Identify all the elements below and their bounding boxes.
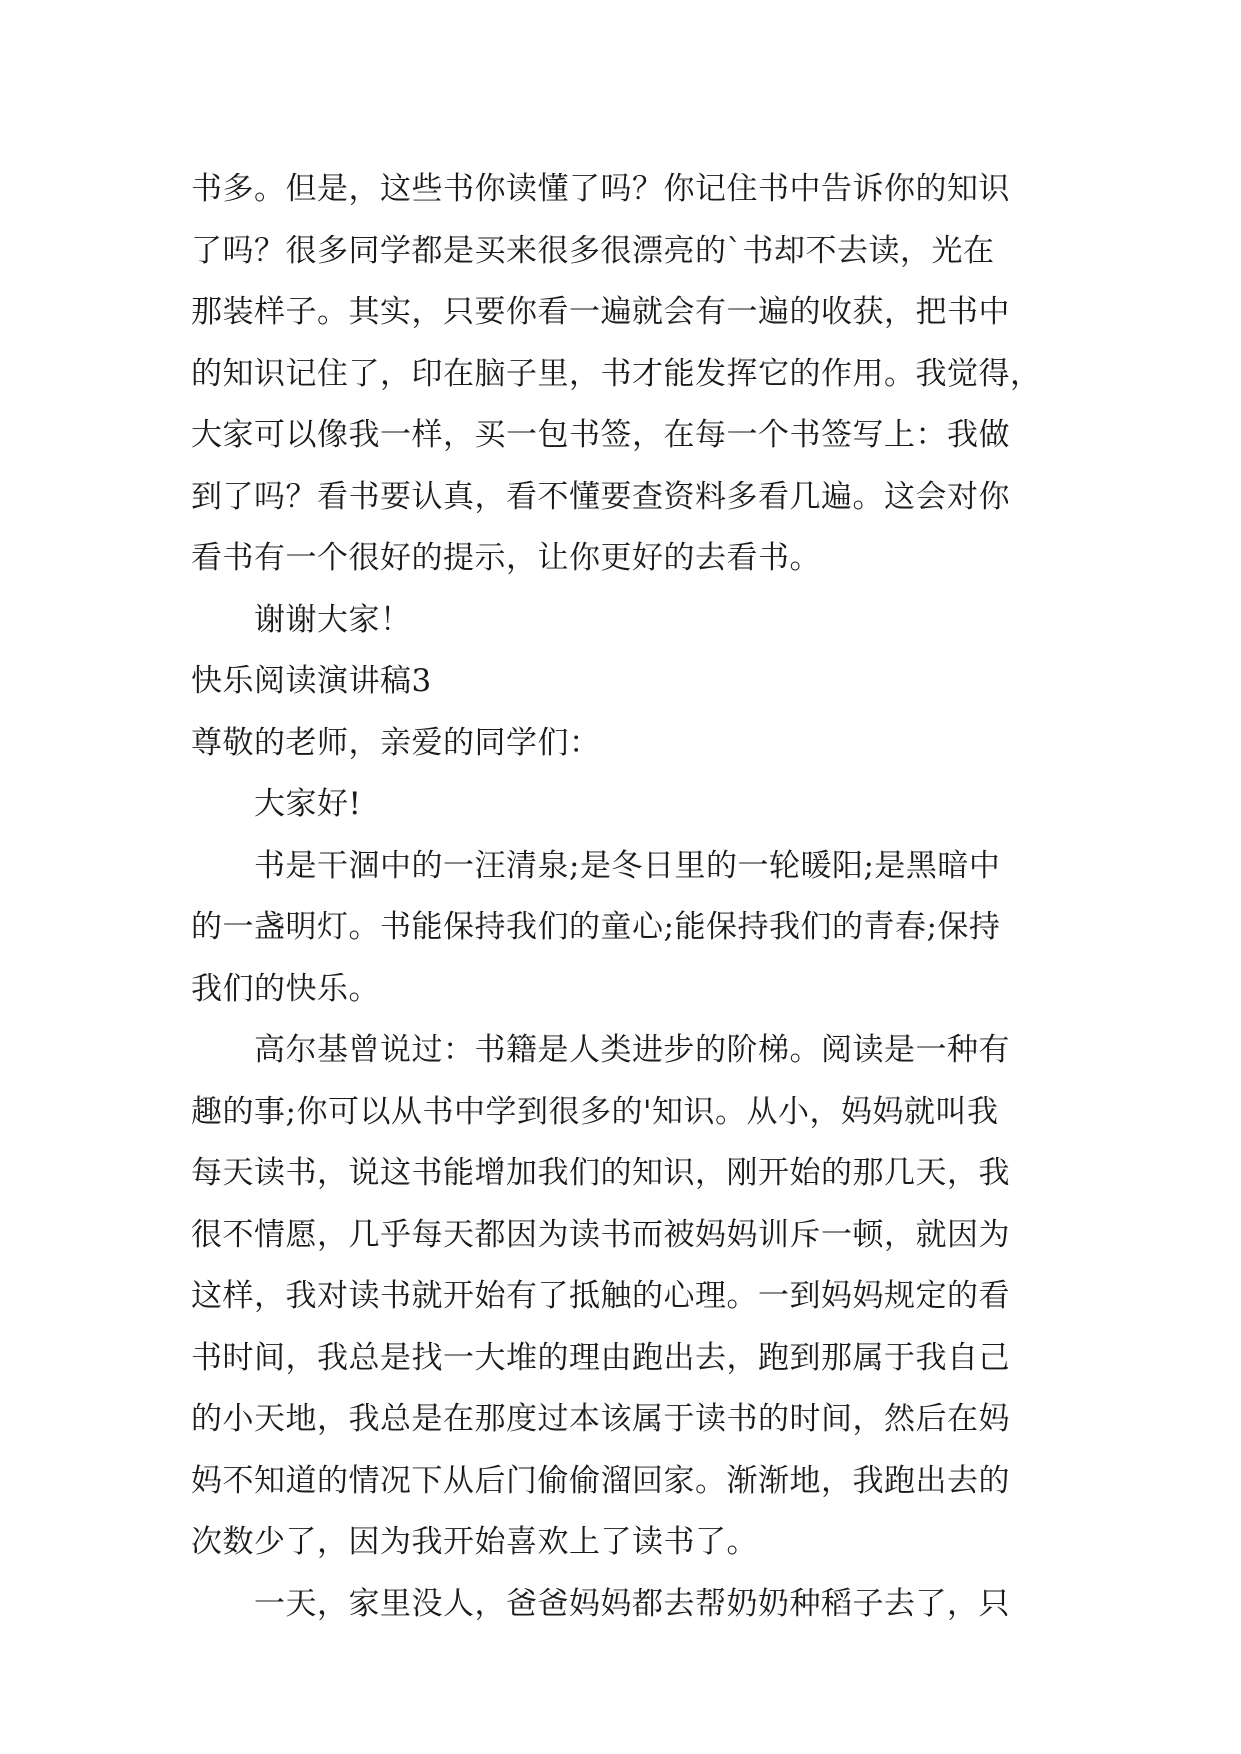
text-line: 大家好! [254, 786, 362, 822]
text-line: 一天，家里没人，爸爸妈妈都去帮奶奶种稻子去了，只 [254, 1585, 1010, 1622]
text-line: 趣的事;你可以从书中学到很多的'知识。从小，妈妈就叫我 [191, 1093, 999, 1130]
text-line: 的知识记住了，印在脑子里，书才能发挥它的作用。我觉得， [191, 355, 1042, 392]
text-line: 这样，我对读书就开始有了抵触的心理。一到妈妈规定的看 [191, 1278, 1010, 1314]
text-line: 了吗？很多同学都是买来很多很漂亮的`书却不去读，光在 [191, 232, 995, 269]
document-body [191, 159, 1051, 1635]
text-line: 次数少了，因为我开始喜欢上了读书了。 [191, 1524, 758, 1560]
text-line: 尊敬的老师，亲爱的同学们： [191, 724, 601, 761]
text-line: 到了吗？看书要认真，看不懂要查资料多看几遍。这会对你 [191, 478, 1010, 515]
text-line: 谢谢大家！ [254, 601, 412, 638]
text-line: 快乐阅读演讲稿3 [191, 663, 432, 699]
text-line: 大家可以像我一样，买一包书签，在每一个书签写上：我做 [191, 417, 1010, 453]
text-line: 书多。但是，这些书你读懂了吗？你记住书中告诉你的知识 [191, 171, 1010, 207]
text-line: 的一盏明灯。书能保持我们的童心;能保持我们的青春;保持 [191, 909, 1001, 945]
text-line: 每天读书，说这书能增加我们的知识，刚开始的那几天，我 [191, 1155, 1010, 1191]
text-line: 那装样子。其实，只要你看一遍就会有一遍的收获，把书中 [191, 294, 1010, 330]
text-line: 高尔基曾说过：书籍是人类进步的阶梯。阅读是一种有 [254, 1032, 1010, 1068]
text-line: 妈不知道的情况下从后门偷偷溜回家。渐渐地，我跑出去的 [191, 1462, 1010, 1499]
text-line: 书时间，我总是找一大堆的理由跑出去，跑到那属于我自己 [191, 1339, 1010, 1376]
text-line: 的小天地，我总是在那度过本该属于读书的时间，然后在妈 [191, 1401, 1010, 1437]
text-line: 书是干涸中的一汪清泉;是冬日里的一轮暖阳;是黑暗中 [254, 847, 1001, 884]
text-line: 很不情愿，几乎每天都因为读书而被妈妈训斥一顿，就因为 [191, 1216, 1010, 1253]
text-line: 我们的快乐。 [191, 970, 380, 1007]
text-line: 看书有一个很好的提示，让你更好的去看书。 [191, 540, 821, 576]
